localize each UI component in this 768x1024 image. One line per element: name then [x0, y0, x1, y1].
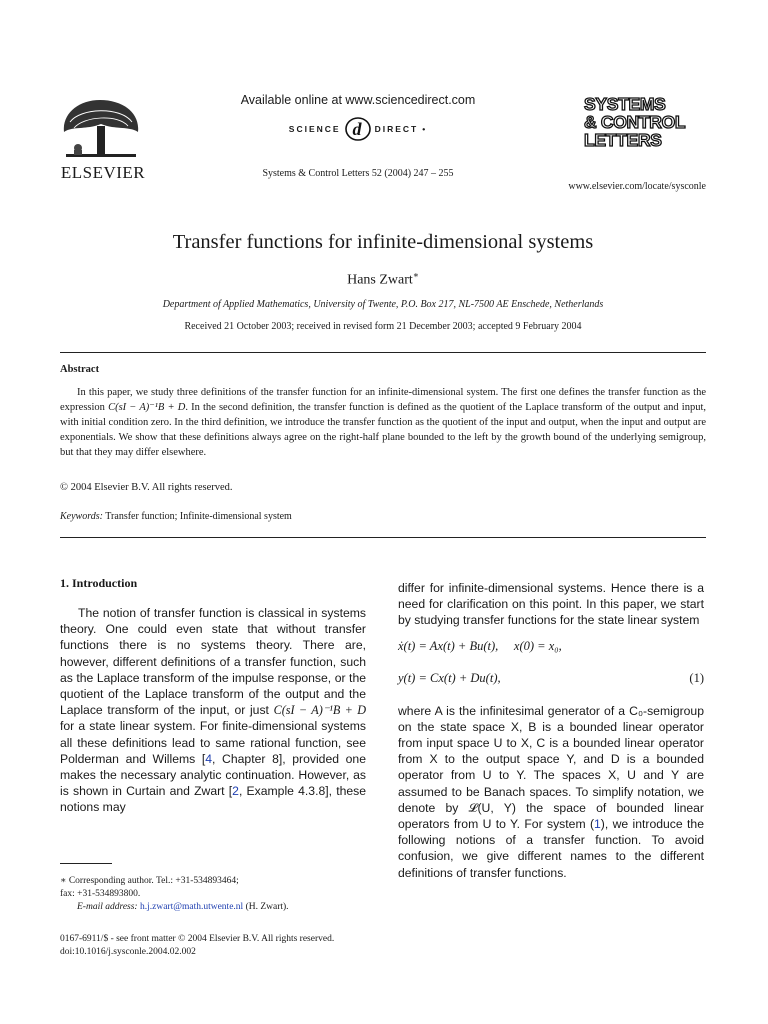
doi-link[interactable]: doi:10.1016/j.sysconle.2004.02.002	[60, 947, 196, 957]
footnote-line: fax: +31-534893800.	[60, 889, 141, 899]
equation-text: y(t) = Cx(t) + Du(t),	[398, 670, 501, 685]
journal-logo-line: & CONTROL	[584, 112, 686, 132]
text-run: for a state linear system. For finite-dimensional systems all these definitions lead to same rational function, see Polderman and Willems [	[60, 719, 366, 766]
section-heading: 1. Introduction	[60, 576, 138, 590]
abstract-copyright: © 2004 Elsevier B.V. All rights reserved.	[60, 482, 233, 493]
affiliation: Department of Applied Mathematics, University of Twente, P.O. Box 217, NL-7500 AE Enschede, Netherlands	[162, 299, 604, 310]
journal-url[interactable]: www.elsevier.com/locate/sysconle	[568, 181, 706, 192]
keywords-list: Transfer function; Infinite-dimensional system	[105, 511, 292, 522]
email-link[interactable]: h.j.zwart@math.utwente.nl	[139, 902, 244, 912]
abstract-text-part: In this paper, we study three definitions of the transfer function for an infinite-dimensional system. The first one defines the transfer function as the expression	[60, 387, 706, 413]
divider	[60, 537, 706, 538]
equation-state	[398, 639, 704, 671]
article-title: Transfer functions for infinite-dimensional systems	[172, 231, 594, 253]
text-run: ), we introduce the following notions of a transfer function. To avoid confusion, we give different names to the different definitions of transfer functions.	[398, 817, 704, 880]
footnote	[60, 875, 366, 914]
equation-ref-link[interactable]: 1	[594, 817, 601, 832]
inline-formula: C(sI − A)⁻¹B + D	[273, 703, 366, 718]
sciencedirect-left: SCIENCE	[288, 124, 341, 134]
equation-output	[398, 671, 704, 703]
keywords-label: Keywords:	[60, 511, 103, 522]
publisher-name: ELSEVIER	[60, 163, 146, 182]
svg-text:d: d	[352, 119, 364, 139]
equation-number: (1)	[689, 670, 704, 685]
author-name: Hans Zwart	[347, 272, 413, 288]
citation-link[interactable]: 4	[205, 751, 213, 766]
footnote-divider	[60, 863, 112, 864]
footer-line: 0167-6911/$ - see front matter © 2004 Elsevier B.V. All rights reserved.	[60, 934, 335, 944]
intro-paragraph	[60, 605, 366, 816]
sciencedirect-d-icon	[345, 116, 371, 142]
sciencedirect-logo: SCIENCE d DIRECT •	[150, 116, 566, 142]
left-column	[60, 576, 366, 816]
text-run: , Example 4.3.8], these notions may	[60, 784, 367, 815]
page-footer	[60, 933, 480, 959]
abstract-heading: Abstract	[60, 364, 100, 375]
email-label: E-mail address:	[77, 902, 138, 912]
author-mark[interactable]: ∗	[412, 270, 419, 280]
journal-reference: Systems & Control Letters 52 (2004) 247 – 255	[262, 168, 454, 179]
journal-logo-line: LETTERS	[584, 130, 662, 150]
abstract-text	[60, 385, 706, 460]
received-dates: Received 21 October 2003; received in revised form 21 December 2003; accepted 9 February 2004	[184, 321, 582, 332]
text-run: The notion of transfer function is classical in systems theory. One could even state that without transfer functions there is no systems theory. There are, however, different definitions of a transfer function, such as the Laplace transform of the impulse response, or the quotient of the Laplace transform of the output and the Laplace transform of the input, or just	[60, 606, 366, 718]
body-paragraph	[398, 703, 704, 881]
divider	[60, 352, 706, 353]
footnote-line: ∗ Corresponding author. Tel.: +31-534893464;	[60, 876, 239, 886]
abstract-formula: C(sI − A)⁻¹B + D	[108, 402, 186, 413]
abstract-text-part: . In the second definition, the transfer function is defined as the quotient of the Laplace transform of the output and input, with initial condition zero. In the third definition, we introduce the transfer function as the quotient of the input and output, when the input and output are exponentials. We show that these definitions always agree on the right-half plane bounded to the left by the growth bound of the underlying semigroup, but that they may differ elsewhere.	[60, 402, 706, 458]
journal-logo	[584, 95, 706, 149]
footnote-email	[60, 901, 366, 914]
available-online[interactable]: Available online at www.sciencedirect.com	[240, 93, 476, 107]
citation-link[interactable]: 2	[232, 784, 239, 799]
author	[60, 270, 706, 289]
elsevier-tree-logo	[60, 96, 142, 162]
text-run: where A is the infinitesimal generator of a C₀-semigroup on the state space X, B is a bounded linear operator from input space U to X, C is a bounded linear operator from X to the output space Y, and D is a bounded operator from U to Y. The spaces X, U and Y are assumed to be Banach spaces. To simplify notation, we denote by 𝓛(U, Y) the space of bounded linear operators from U to Y. For system (	[398, 703, 704, 832]
email-suffix: (H. Zwart).	[243, 902, 289, 912]
right-column	[398, 580, 704, 881]
equation-text: ẋ(t) = Ax(t) + Bu(t), x(0) = x₀,	[398, 638, 562, 653]
keywords	[60, 511, 706, 522]
journal-logo-line: SYSTEMS	[584, 94, 666, 114]
body-paragraph: differ for infinite-dimensional systems. Hence there is a need for clarification on this point. In this paper, we start by studying transfer functions for the state linear system	[398, 581, 704, 628]
sciencedirect-right: DIRECT	[374, 124, 419, 134]
text-run: , Chapter 8], provided one makes the necessary analytic continuation. However, as is shown in Curtain and Zwart [	[60, 751, 366, 799]
